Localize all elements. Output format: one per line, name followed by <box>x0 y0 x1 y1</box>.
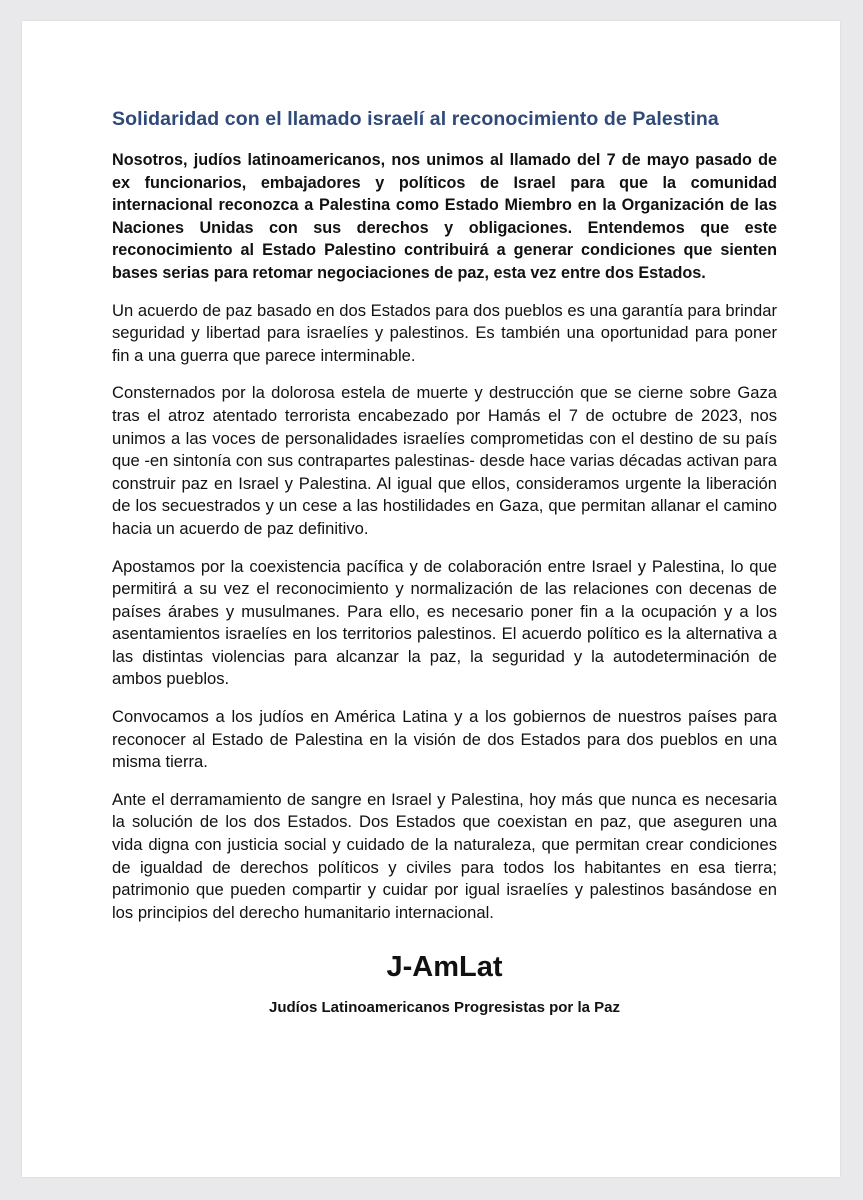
organization-name: Judíos Latinoamericanos Progresistas por la Paz <box>269 999 620 1017</box>
document-page <box>22 21 840 1177</box>
body-paragraph-call-to-action: Convocamos a los judíos en América Latina y a los gobiernos de nuestros países para reconocer al Estado de Palestina en la visión de dos Estados para dos pueblos en una misma tierra. <box>112 707 777 772</box>
body-paragraph-two-states: Ante el derramamiento de sangre en Israel y Palestina, hoy más que nunca es necesaria la solución de los dos Estados. Dos Estados que coexistan en paz, que aseguren una vida digna con justicia social y cuidado de la naturaleza, que permitan crear condiciones de igualdad de derechos políticos y civiles para todos los habitantes en esa tierra; patrimonio que pueden compartir y cuidar por igual israelíes y palestinos basándose en los principios del derecho humanitario internacional. <box>112 789 777 922</box>
body-paragraph-coexistence: Apostamos por la coexistencia pacífica y de colaboración entre Israel y Palestina, lo que permitirá a su vez el reconocimiento y normalización de las relaciones con decenas de países árabes y musulmanes. Para ello, es necesario poner fin a la ocupación y a los asentamientos israelíes en los territorios palestinos. El acuerdo político es la alternativa a las distintas violencias para alcanzar la paz, la seguridad y la autodeterminación de ambos pueblos. <box>112 556 777 689</box>
intro-paragraph: Nosotros, judíos latinoamericanos, nos unimos al llamado del 7 de mayo pasado de ex funcionarios, embajadores y políticos de Israel para que la comunidad internacional reconozca a Palestina como Estado Miembro en la Organización de las Naciones Unidas con sus derechos y obligaciones. Entendemos que este reconocimiento al Estado Palestino contribuirá a generar condiciones que sienten bases serias para retomar negociaciones de paz, esta vez entre dos Estados. <box>112 151 777 282</box>
body-paragraph-gaza: Consternados por la dolorosa estela de muerte y destrucción que se cierne sobre Gaza tras el atroz atentado terrorista encabezado por Hamás el 7 de octubre de 2023, nos unimos a las voces de personalidades israelíes comprometidas con el destino de su país que -en sintonía con sus contrapartes palestinas- desde hace varias décadas activan para construir paz en Israel y Palestina. Al igual que ellos, consideramos urgente la liberación de los secuestrados y un cese a las hostilidades en Gaza, que permitan allanar el camino hacia un acuerdo de paz definitivo. <box>112 383 777 538</box>
document-body <box>112 107 777 1018</box>
signature-name: J-AmLat <box>386 951 503 984</box>
body-paragraph-peace-agreement: Un acuerdo de paz basado en dos Estados para dos pueblos es una garantía para brindar seguridad y libertad para israelíes y palestinos. Es también una oportunidad para poner fin a una guerra que parece interminable. <box>112 300 777 365</box>
document-title: Solidaridad con el llamado israelí al reconocimiento de Palestina <box>112 108 719 130</box>
